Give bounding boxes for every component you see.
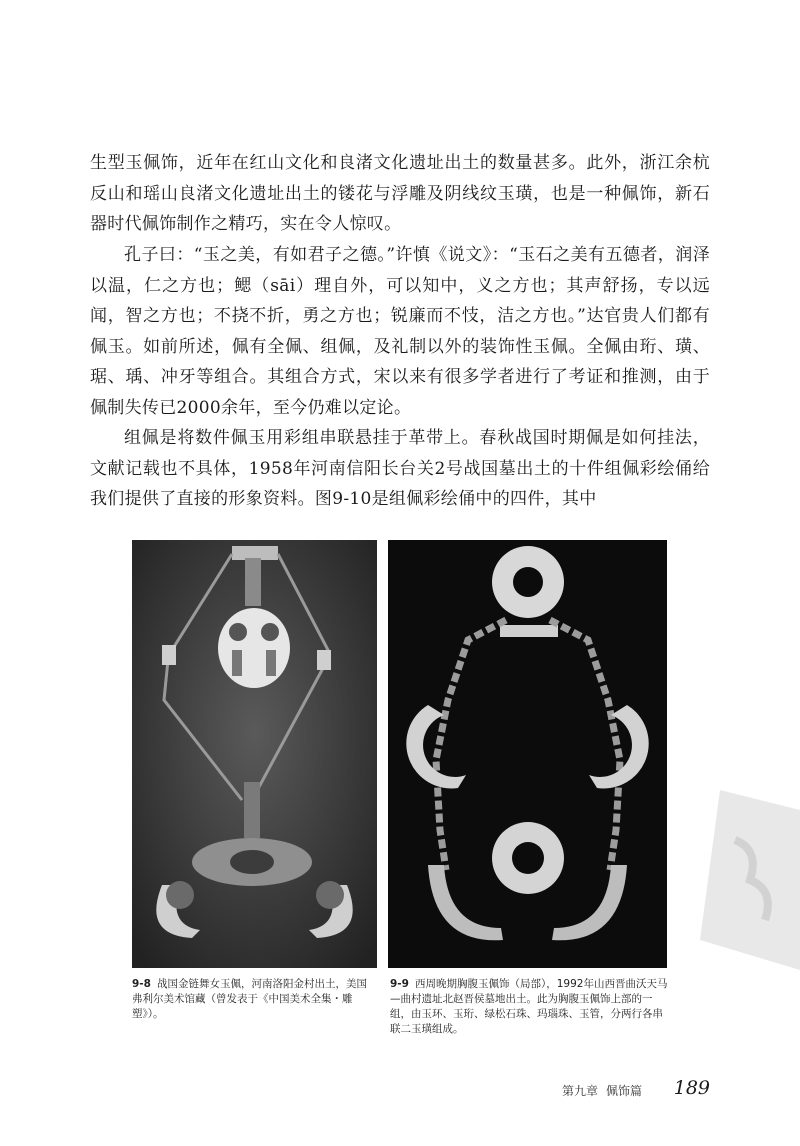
figure-9-9-caption bbox=[390, 977, 670, 1037]
figure-9-9-photo bbox=[388, 540, 667, 968]
page-number: 189 bbox=[673, 1077, 710, 1099]
body-paragraph-2: 孔子曰：“玉之美，有如君子之德。”许慎《说文》：“玉石之美有五德者，润泽以温，仁之方也；鳃（sāi）理自外，可以知中，义之方也；其声舒扬，专以远闻，智之方也；不挠不折，勇之方也；锐廉而不忮，洁之方也。”达官贵人们都有佩玉。如前所述，佩有全佩、组佩，及礼制以外的装饰性玉佩。全佩由珩、璜、琚、瑀、冲牙等组合。其组合方式，宋以来有很多学者进行了考证和推测，由于佩制失传已2000余年，至今仍难以定论。 bbox=[90, 245, 710, 418]
watermark-seal bbox=[680, 780, 800, 980]
caption-text: 战国金链舞女玉佩，河南洛阳金村出土，美国弗利尔美术馆藏（曾发表于《中国美术全集・雕塑》）。 bbox=[132, 978, 367, 1020]
chapter-label: 第九章 bbox=[561, 1084, 598, 1098]
figure-number: 9-8 bbox=[132, 978, 151, 990]
body-paragraph-1: 生型玉佩饰，近年在红山文化和良渚文化遗址出土的数量甚多。此外，浙江余杭反山和瑶山良渚文化遗址出土的镂花与浮雕及阴线纹玉璜，也是一种佩饰，新石器时代佩饰制作之精巧，实在令人惊叹。 bbox=[90, 153, 710, 234]
figure-9-8-caption bbox=[132, 977, 377, 1022]
figure-9-8-photo bbox=[132, 540, 377, 968]
figure-number: 9-9 bbox=[390, 978, 409, 990]
caption-text: 西周晚期胸腹玉佩饰（局部），1992年山西晋曲沃天马—曲村遗址北赵晋侯墓地出土。此为胸腹玉佩饰上部的一组，由玉环、玉珩、绿松石珠、玛瑙珠、玉管，分两行各串联二玉璜组成。 bbox=[390, 978, 668, 1035]
section-label: 佩饰篇 bbox=[605, 1084, 642, 1098]
page-footer bbox=[562, 1082, 660, 1099]
body-paragraph-3: 组佩是将数件佩玉用彩组串联悬挂于革带上。春秋战国时期佩是如何挂法，文献记载也不具体，1958年河南信阳长台关2号战国墓出土的十件组佩彩绘俑给我们提供了直接的形象资料。图9-10是组佩彩绘俑中的四件，其中 bbox=[90, 428, 710, 509]
